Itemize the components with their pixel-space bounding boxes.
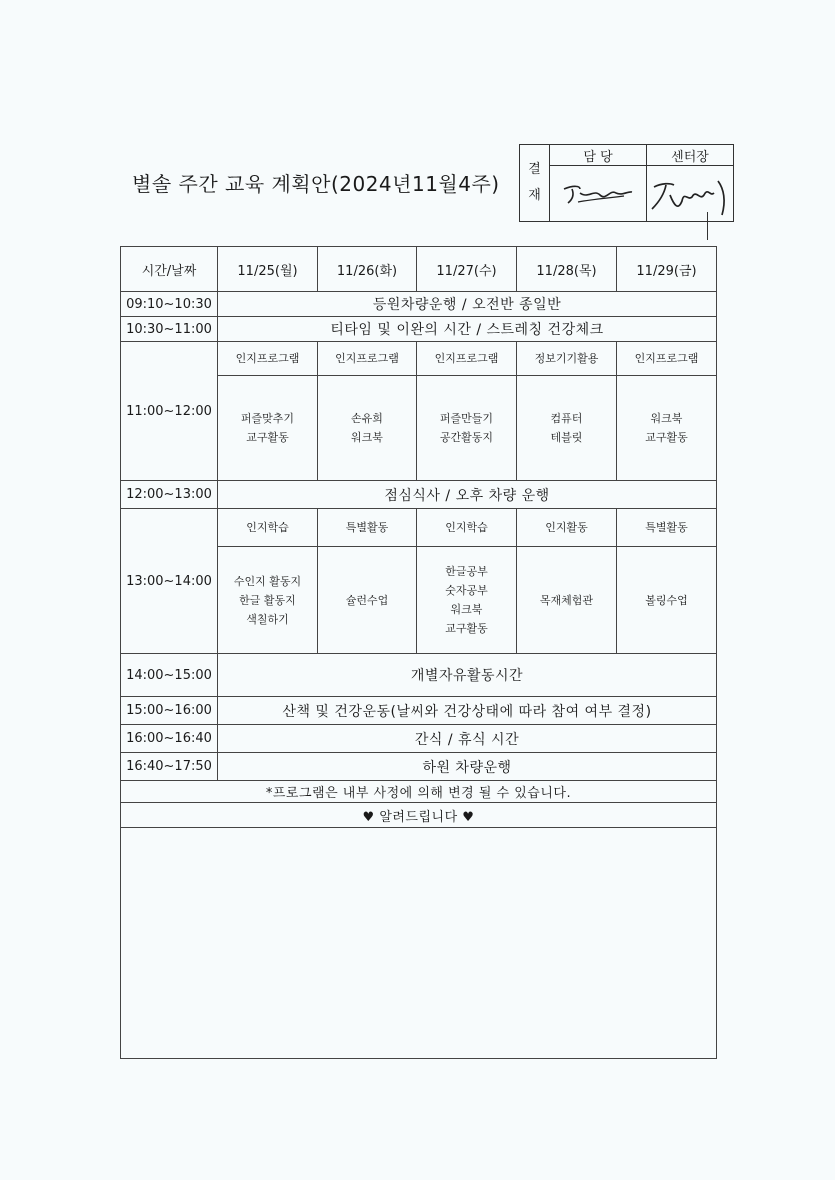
notice-body <box>121 828 717 1059</box>
schedule-row <box>121 753 717 781</box>
activity-line: 워크북 <box>650 412 683 425</box>
time-cell: 12:00~13:00 <box>121 481 218 509</box>
activity-line: 테블릿 <box>550 431 583 444</box>
activity-line: 워크북 <box>351 431 383 444</box>
category-cell: 인지활동 <box>517 509 617 547</box>
time-cell: 13:00~14:00 <box>121 509 218 654</box>
notice-title: ♥ 알려드립니다 ♥ <box>121 803 717 828</box>
activity-cell: 개별자유활동시간 <box>218 654 717 697</box>
director-signature-icon <box>648 171 732 217</box>
activity-cell <box>318 376 417 481</box>
schedule-row <box>121 317 717 342</box>
activity-line: 교구활동 <box>445 622 488 635</box>
approval-box <box>519 144 734 222</box>
approval-col-staff: 담 당 <box>550 145 647 166</box>
category-cell: 인지학습 <box>417 509 517 547</box>
activity-cell <box>218 547 318 654</box>
time-cell: 09:10~10:30 <box>121 292 218 317</box>
activity-line: 색칠하기 <box>246 612 289 626</box>
category-cell: 인지프로그램 <box>218 342 318 376</box>
approval-label-bottom: 재 <box>528 188 541 203</box>
activity-cell <box>517 547 617 654</box>
day-header: 11/28(목) <box>517 247 617 292</box>
activity-line: 볼링수업 <box>645 593 688 607</box>
activity-line: 교구활동 <box>246 431 289 444</box>
activity-line: 교구활동 <box>645 431 688 444</box>
schedule-table <box>120 246 717 1059</box>
category-cell: 인지학습 <box>218 509 318 547</box>
schedule-row <box>121 481 717 509</box>
activity-line: 워크북 <box>450 603 483 616</box>
category-cell: 인지프로그램 <box>417 342 517 376</box>
schedule-row <box>121 342 717 376</box>
header-row <box>121 247 717 292</box>
activity-cell <box>617 547 717 654</box>
activity-line: 손유희 <box>351 412 383 425</box>
day-header: 11/29(금) <box>617 247 717 292</box>
schedule-row <box>121 725 717 753</box>
schedule-row <box>121 509 717 547</box>
activity-cell <box>417 547 517 654</box>
category-cell: 인지프로그램 <box>318 342 417 376</box>
schedule-row <box>121 292 717 317</box>
activity-cell: 산책 및 건강운동(날씨와 건강상태에 따라 참여 여부 결정) <box>218 697 717 725</box>
activity-cell <box>417 376 517 481</box>
change-note: *프로그램은 내부 사정에 의해 변경 될 수 있습니다. <box>121 781 717 803</box>
activity-cell: 등원차량운행 / 오전반 종일반 <box>218 292 717 317</box>
notice-row <box>121 803 717 828</box>
activity-cell: 간식 / 휴식 시간 <box>218 725 717 753</box>
activity-cell <box>517 376 617 481</box>
notice-body-row <box>121 828 717 1059</box>
time-cell: 11:00~12:00 <box>121 342 218 481</box>
activity-line: 목재체험관 <box>539 593 594 607</box>
page-title: 별솔 주간 교육 계획안(2024년11월4주) <box>132 172 500 196</box>
category-cell: 특별활동 <box>617 509 717 547</box>
activity-cell <box>218 376 318 481</box>
day-header: 11/27(수) <box>417 247 517 292</box>
director-signature <box>647 166 734 222</box>
staff-signature <box>550 166 647 222</box>
activity-cell <box>617 376 717 481</box>
activity-line: 숫자공부 <box>445 584 488 597</box>
day-header: 11/26(화) <box>318 247 417 292</box>
category-cell: 특별활동 <box>318 509 417 547</box>
schedule-row <box>121 654 717 697</box>
activity-line: 퍼즐맞추기 <box>240 412 295 425</box>
activity-cell: 하원 차량운행 <box>218 753 717 781</box>
day-header: 11/25(월) <box>218 247 318 292</box>
approval-label-top: 결 <box>528 162 541 177</box>
activity-cell: 티타임 및 이완의 시간 / 스트레칭 건강체크 <box>218 317 717 342</box>
note-row <box>121 781 717 803</box>
time-cell: 10:30~11:00 <box>121 317 218 342</box>
activity-line: 공간활동지 <box>439 431 494 444</box>
schedule-row <box>121 697 717 725</box>
activity-line: 퍼즐만들기 <box>439 412 494 425</box>
time-date-header: 시간/날짜 <box>121 247 218 292</box>
approval-label <box>520 145 550 222</box>
activity-line: 한글 활동지 <box>239 593 296 607</box>
activity-cell: 점심식사 / 오후 차량 운행 <box>218 481 717 509</box>
activity-line: 슐런수업 <box>345 593 389 607</box>
time-cell: 16:00~16:40 <box>121 725 218 753</box>
activity-cell <box>318 547 417 654</box>
divider-mark <box>707 212 708 240</box>
approval-col-director: 센터장 <box>647 145 734 166</box>
time-cell: 14:00~15:00 <box>121 654 218 697</box>
activity-line: 컴퓨터 <box>550 412 583 425</box>
time-cell: 16:40~17:50 <box>121 753 218 781</box>
activity-line: 수인지 활동지 <box>233 574 302 588</box>
staff-signature-icon <box>558 177 638 211</box>
time-cell: 15:00~16:00 <box>121 697 218 725</box>
category-cell: 정보기기활용 <box>517 342 617 376</box>
category-cell: 인지프로그램 <box>617 342 717 376</box>
activity-line: 한글공부 <box>445 565 488 578</box>
